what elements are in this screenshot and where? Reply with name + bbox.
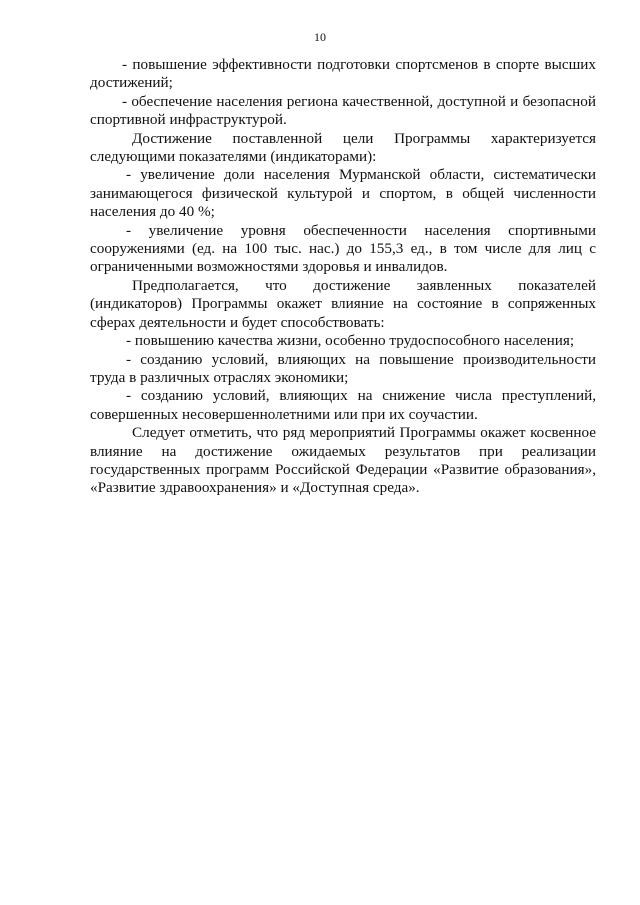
bullet-productivity: - созданию условий, влияющих на повышение производительности труда в различных отраслях экономики;: [90, 350, 596, 386]
page-number: 10: [314, 30, 326, 44]
paragraph-indirect-influence: Следует отметить, что ряд мероприятий Программы окажет косвенное влияние на достижение ожидаемых результатов при реализации государственных программ Российской Федерации «Развитие образования», «Развитие здравоохранения» и «Доступная среда».: [90, 424, 596, 497]
bullet-population-share: - увеличение доли населения Мурманской области, систематически занимающегося физической культурой и спортом, в общей численности населения до 40 %;: [90, 166, 596, 221]
bullet-sport-training: - повышение эффективности подготовки спортсменов в спорте высших достижений;: [90, 56, 596, 92]
bullet-quality-of-life: - повышению качества жизни, особенно трудоспособного населения;: [126, 332, 575, 350]
paragraph-indicators-intro: Достижение поставленной цели Программы характеризуется следующими показателями (индикаторами):: [90, 129, 596, 166]
bullet-facility-provision: - увеличение уровня обеспеченности населения спортивными сооружениями (ед. на 100 тыс. нас.) до 155,3 ед., в том числе для лиц с ограниченными возможностями здоровья и инвалидов.: [90, 221, 596, 276]
paragraph-expected-impact: Предполагается, что достижение заявленных показателей (индикаторов) Программы окажет влияние на состояние в сопряженных сферах деятельности и будет способствовать:: [90, 276, 596, 331]
document-body: [90, 56, 596, 498]
bullet-crime-reduction: - созданию условий, влияющих на снижение числа преступлений, совершенных несовершеннолетними или при их соучастии.: [90, 387, 596, 423]
bullet-sport-infrastructure: - обеспечение населения региона качественной, доступной и безопасной спортивной инфраструктурой.: [90, 92, 596, 129]
